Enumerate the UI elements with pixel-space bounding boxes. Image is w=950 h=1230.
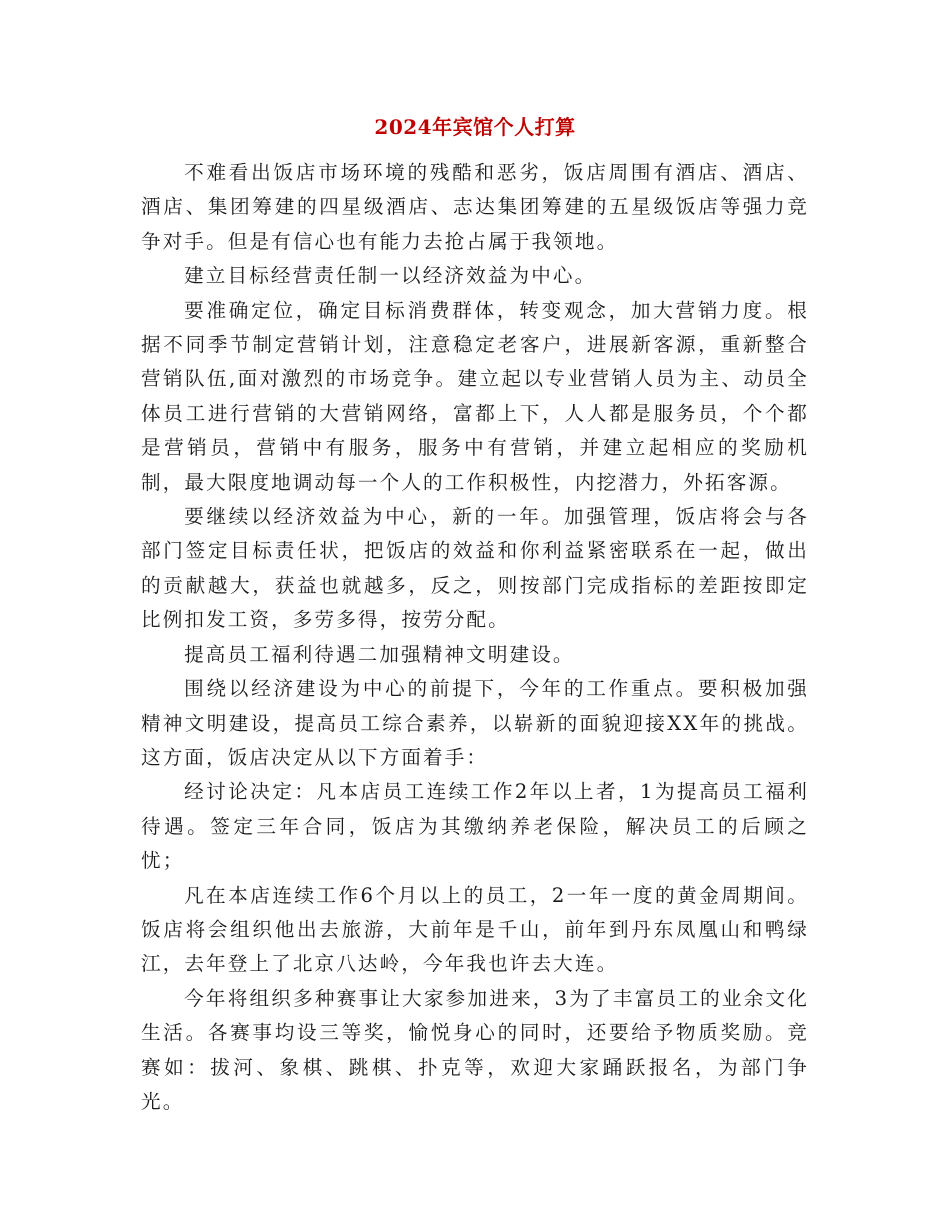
paragraph-competitions: 今年将组织多种赛事让大家参加进来，3为了丰富员工的业余文化生活。各赛事均设三等奖，愉悦身心的同时，还要给予物质奖励。竞赛如：拔河、象棋、跳棋、扑克等，欢迎大家踊跃报名，为部门争光。	[141, 986, 809, 1113]
paragraph-marketing: 要准确定位，确定目标消费群体，转变观念，加大营销力度。根据不同季节制定营销计划，注意稳定老客户，进展新客源，重新整合营销队伍,面对激烈的市场竞争。建立起以专业营销人员为主、动员全体员工进行营销的大营销网络，富都上下，人人都是服务员，个个都是营销员，营销中有服务，服务中有营销，并建立起相应的奖励机制，最大限度地调动每一个人的工作积极性，内挖潜力，外拓客源。	[141, 298, 809, 494]
paragraph-welfare-heading: 提高员工福利待遇二加强精神文明建设。	[184, 642, 575, 666]
document-body	[141, 156, 809, 1119]
paragraph-spiritual-civilization: 围绕以经济建设为中心的前提下，今年的工作重点。要积极加强精神文明建设，提高员工综合素养，以崭新的面貌迎接XX年的挑战。这方面，饭店决定从以下方面着手：	[141, 677, 809, 769]
paragraph-target-responsibility: 建立目标经营责任制一以经济效益为中心。	[184, 264, 597, 288]
paragraph-travel: 凡在本店连续工作6个月以上的员工，2一年一度的黄金周期间。饭店将会组织他出去旅游，大前年是千山，前年到丹东凤凰山和鸭绿江，去年登上了北京八达岭，今年我也许去大连。	[141, 883, 809, 976]
document-title: 2024年宾馆个人打算	[374, 115, 576, 139]
paragraph-economic-benefit: 要继续以经济效益为中心，新的一年。加强管理，饭店将会与各部门签定目标责任状，把饭店的效益和你利益紧密联系在一起，做出的贡献越大，获益也就越多，反之，则按部门完成指标的差距按即定比例扣发工资，多劳多得，按劳分配。	[141, 505, 809, 632]
paragraph-competition: 不难看出饭店市场环境的残酷和恶劣，饭店周围有酒店、酒店、酒店、集团筹建的四星级酒店、志达集团筹建的五星级饭店等强力竞争对手。但是有信心也有能力去抢占属于我领地。	[141, 161, 809, 253]
paragraph-contract-insurance: 经讨论决定：凡本店员工连续工作2年以上者，1为提高员工福利待遇。签定三年合同，饭店为其缴纳养老保险，解决员工的后顾之忧；	[141, 780, 809, 873]
